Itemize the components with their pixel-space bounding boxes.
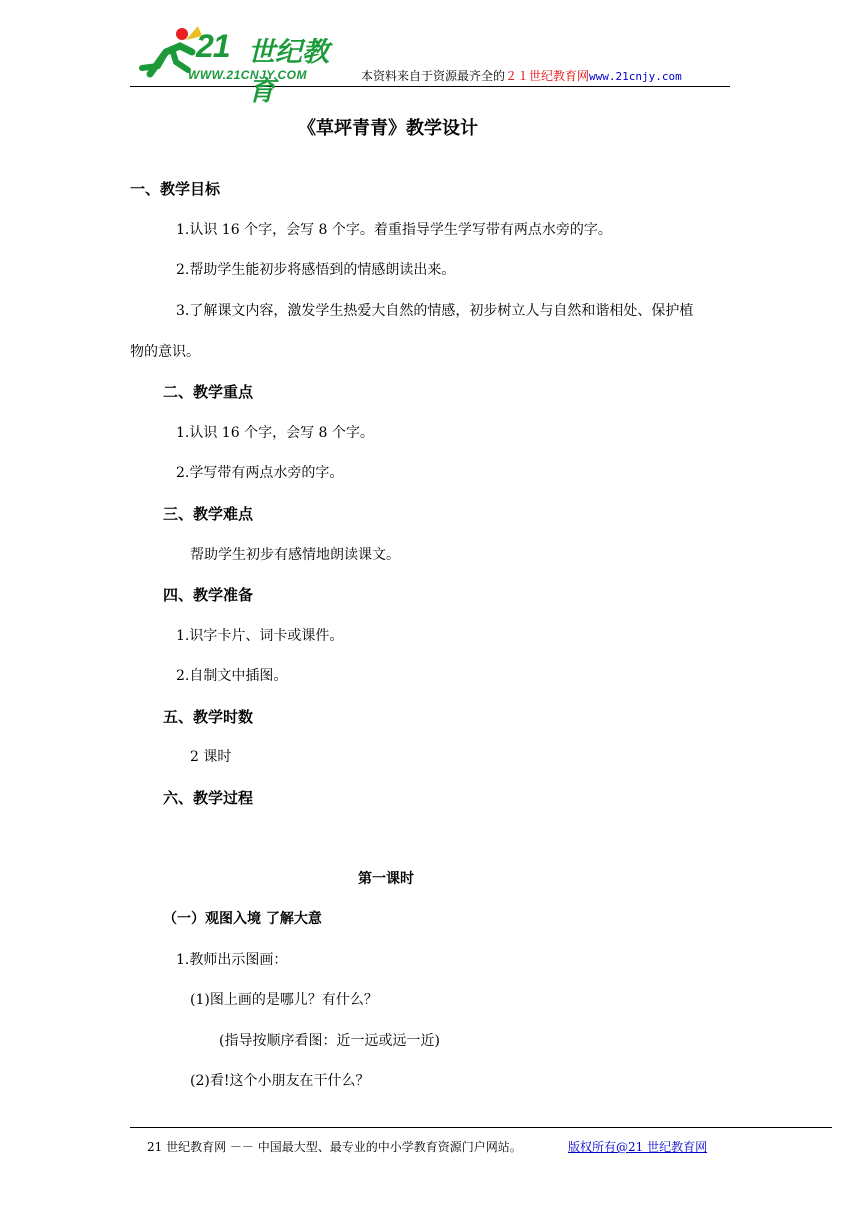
section-1-item-2: 2.帮助学生能初步将感悟到的情感朗读出来。	[176, 262, 456, 278]
header-note-url[interactable]: www.21cnjy.com	[589, 70, 682, 83]
page-header	[130, 20, 730, 107]
section-2-heading: 二、教学重点	[163, 383, 254, 401]
section-4-heading: 四、教学准备	[163, 586, 254, 604]
subsection-1-question-2: (2)看!这个小朋友在干什么？	[190, 1073, 370, 1089]
document-title: 《草坪青青》教学设计	[298, 118, 478, 139]
header-note-text: 本资料来自于资源最齐全的	[361, 69, 506, 83]
logo-url: WWW.21CNJY.COM	[188, 68, 308, 82]
section-6-heading: 六、教学过程	[163, 789, 254, 807]
section-5-item-1: 2 课时	[190, 749, 232, 765]
section-1-item-3-line-1: 3.了解课文内容，激发学生热爱大自然的情感，初步树立人与自然和谐相处、保护植	[176, 303, 694, 319]
footer-copyright-link[interactable]: 版权所有@21 世纪教育网	[568, 1140, 708, 1154]
logo-number: 21	[196, 28, 230, 64]
subsection-1-item-1: 1.教师出示图画：	[176, 952, 288, 968]
logo-text: 世纪教育	[248, 37, 329, 107]
section-2-item-1: 1.认识 16 个字，会写 8 个字。	[176, 425, 374, 441]
subsection-1-heading: （一）观图入境 了解大意	[163, 911, 322, 927]
site-logo[interactable]	[136, 22, 346, 107]
header-note-site: ２１世纪教育网	[505, 69, 590, 83]
header-note	[361, 67, 682, 84]
section-1-item-1: 1.认识 16 个字，会写 8 个字。着重指导学生学写带有两点水旁的字。	[176, 222, 612, 238]
section-3-heading: 三、教学难点	[163, 505, 254, 523]
subsection-1-question-1: (1)图上画的是哪儿？有什么？	[190, 992, 378, 1008]
section-3-item-1: 帮助学生初步有感情地朗读课文。	[190, 547, 400, 563]
section-1-item-3-line-2: 物的意识。	[130, 344, 200, 360]
section-4-item-1: 1.识字卡片、词卡或课件。	[176, 628, 344, 644]
section-2-item-2: 2.学写带有两点水旁的字。	[176, 465, 344, 481]
lesson-heading: 第一课时	[358, 871, 414, 887]
footer-divider	[130, 1127, 832, 1128]
section-1-heading: 一、教学目标	[130, 180, 221, 198]
section-4-item-2: 2.自制文中插图。	[176, 668, 288, 684]
footer-text: 21 世纪教育网 －－ 中国最大型、最专业的中小学教育资源门户网站。	[147, 1140, 522, 1154]
section-5-heading: 五、教学时数	[163, 708, 254, 726]
subsection-1-question-1-note: (指导按顺序看图：近一远或远一近)	[219, 1033, 440, 1049]
